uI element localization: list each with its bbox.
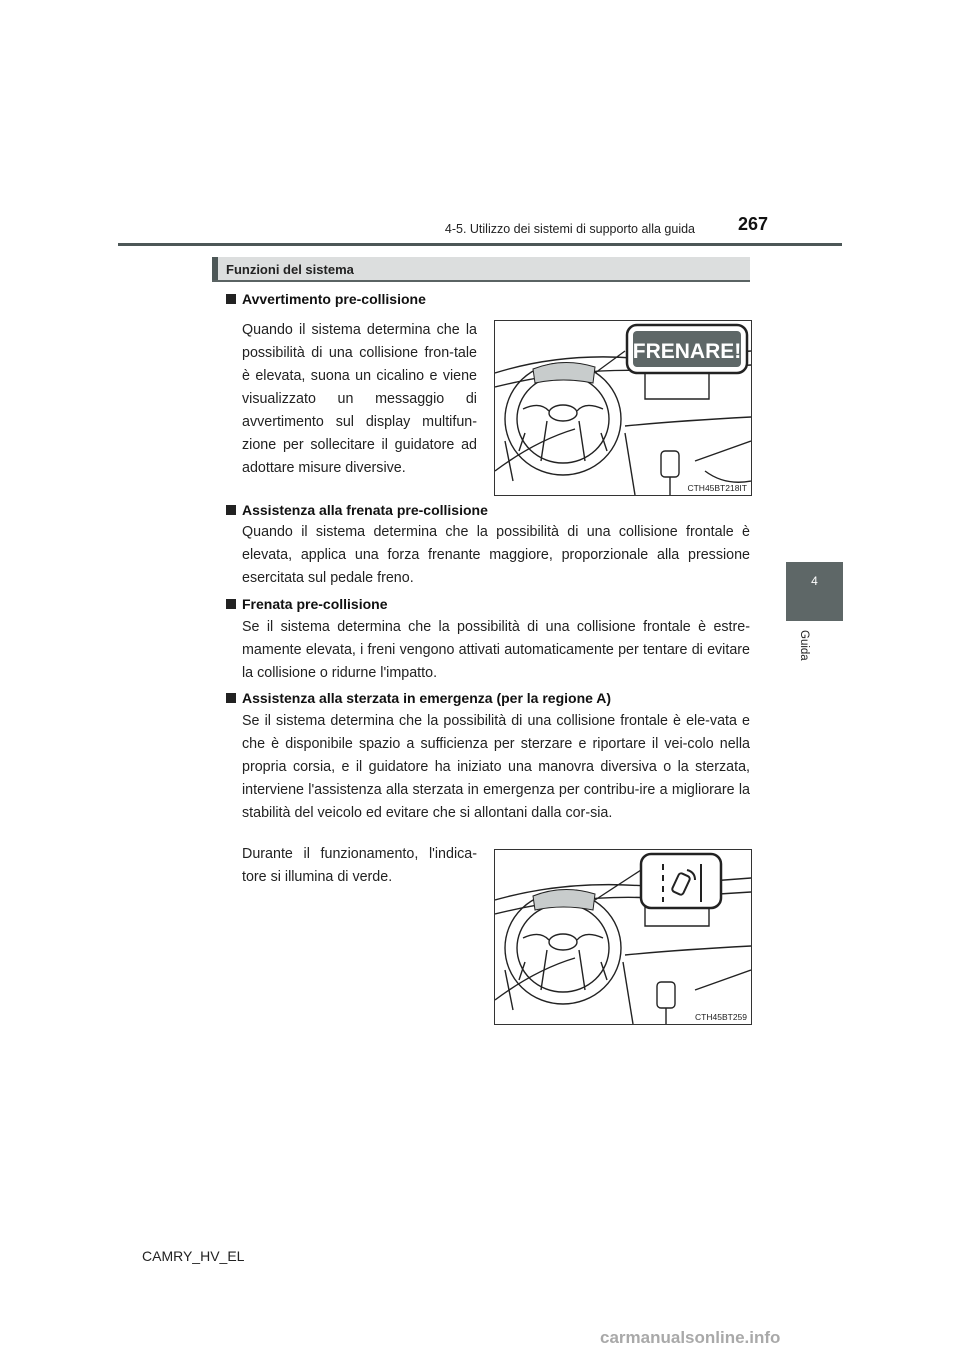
square-bullet-icon	[226, 294, 236, 304]
callout-frenare: FRENARE!	[632, 340, 742, 363]
figure-code: CTH45BT259	[695, 1012, 747, 1022]
paragraph-assistenza-frenata: Quando il sistema determina che la possibilità di una collisione frontale è elevata, applica una forza frenante maggiore, proporzionale alla pressione esercitata sul pedale freno.	[242, 524, 750, 586]
figure-dashboard-indicator	[494, 849, 752, 1025]
section-title: Funzioni del sistema	[226, 262, 354, 277]
dashboard-illustration	[495, 321, 751, 495]
header-divider	[118, 243, 842, 246]
paragraph-avvertimento: Quando il sistema determina che la possibilità di una collisione fron-tale è elevata, suona un cicalino e viene visualizzato un messaggio di avvertimento sul display multifun-zione per sollecitare il guidatore ad adottare misure diversive.	[242, 322, 477, 476]
page-number: 267	[738, 214, 769, 234]
chapter-tab	[786, 562, 843, 621]
watermark: carmanualsonline.info	[600, 1328, 781, 1347]
square-bullet-icon	[226, 505, 236, 515]
paragraph-indicatore: Durante il funzionamento, l'indica-tore si illumina di verde.	[242, 846, 477, 885]
chapter-label: Guida	[798, 630, 810, 661]
square-bullet-icon	[226, 693, 236, 703]
subheading-assistenza-frenata: Assistenza alla frenata pre-collisione	[226, 502, 488, 518]
breadcrumb: 4-5. Utilizzo dei sistemi di supporto alla guida	[444, 222, 695, 236]
subheading-frenata: Frenata pre-collisione	[226, 596, 387, 612]
dashboard-illustration	[495, 850, 751, 1024]
section-header	[212, 257, 750, 282]
paragraph-frenata: Se il sistema determina che la possibilità di una collisione frontale è estre-mamente elevata, i freni vengono attivati automaticamente per tentare di evitare la collisione o ridurne l'impatto.	[242, 619, 750, 681]
square-bullet-icon	[226, 599, 236, 609]
subheading-sterzata: Assistenza alla sterzata in emergenza (per la regione A)	[226, 690, 611, 706]
footer-model: CAMRY_HV_EL	[142, 1248, 245, 1264]
figure-dashboard-frenare	[494, 320, 752, 496]
subheading-avvertimento: Avvertimento pre-collisione	[226, 291, 426, 307]
figure-code: CTH45BT218IT	[687, 483, 747, 493]
chapter-number: 4	[811, 574, 818, 588]
paragraph-sterzata: Se il sistema determina che la possibilità di una collisione frontale è ele-vata e che è disponibile spazio a sufficienza per sterzare e riportare il vei-colo nella propria corsia, e il guidatore ha iniziato una manovra diversiva o la sterzata, interviene l'assistenza alla sterzata in emergenza per contribu-ire a migliorare la stabilità del veicolo ed evitare che si allontani dalla cor-sia.	[242, 713, 750, 821]
